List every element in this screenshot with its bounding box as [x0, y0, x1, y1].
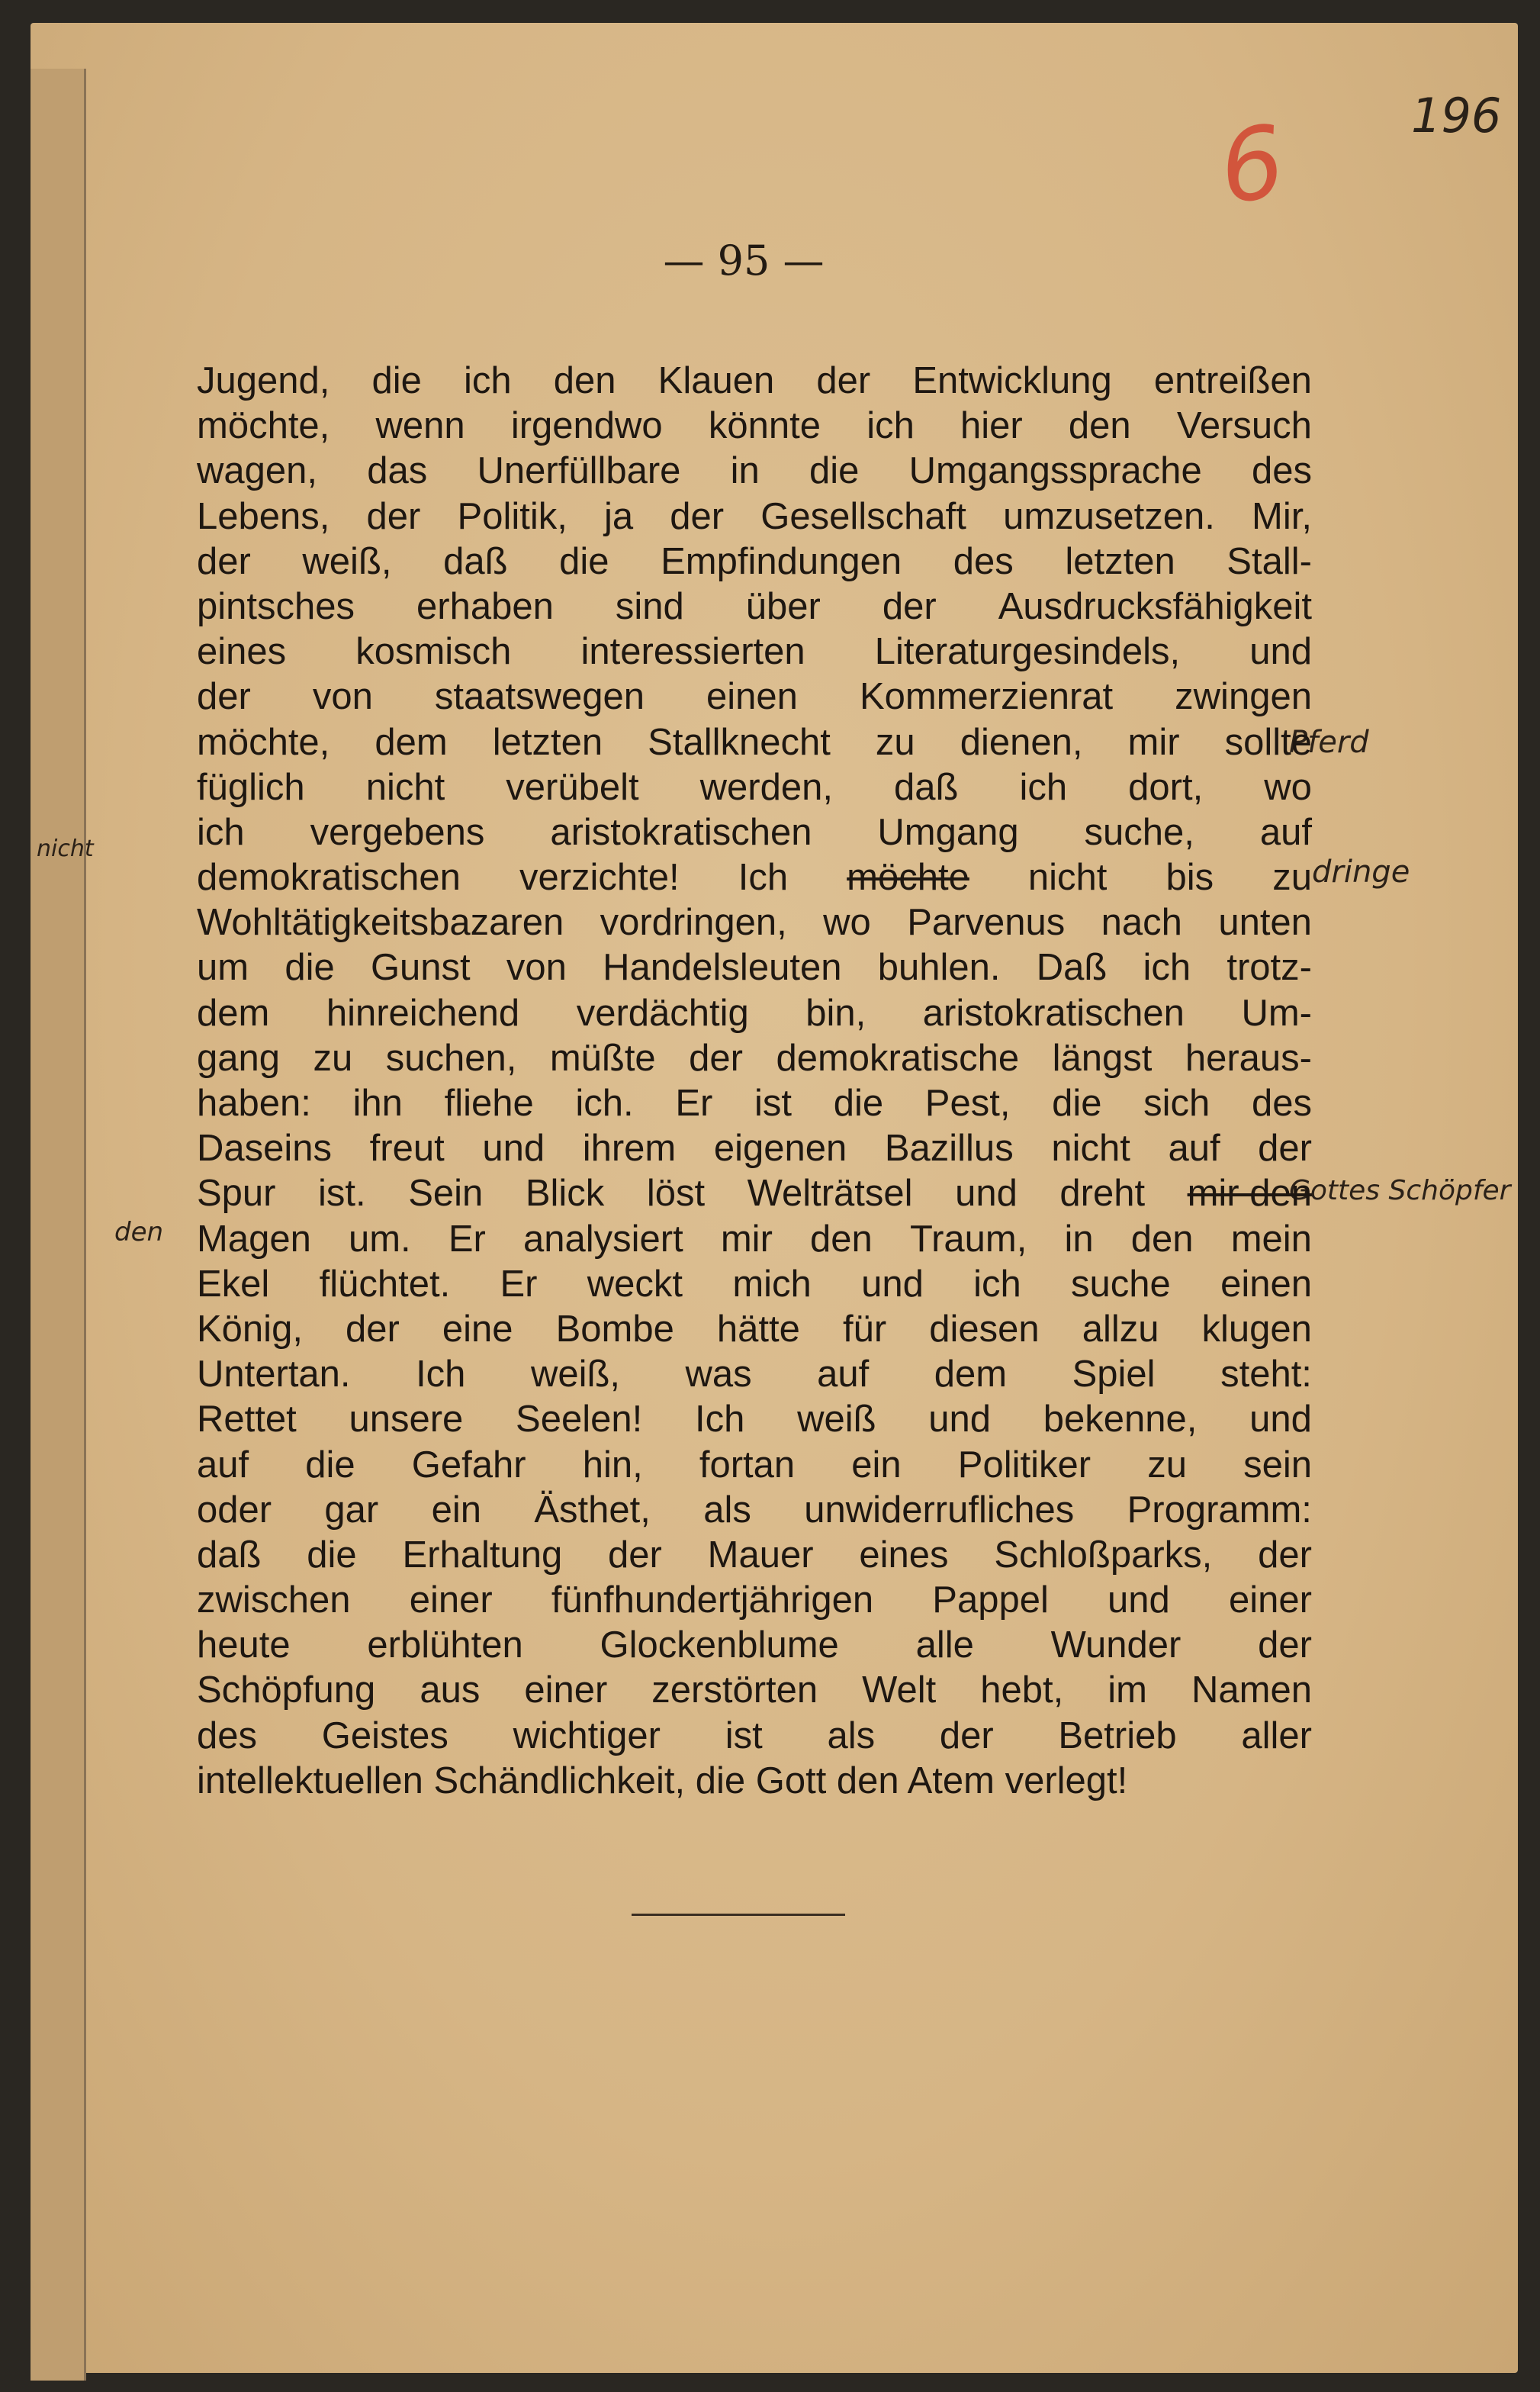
word: Ich [738, 857, 789, 899]
word: Versuch [1176, 405, 1312, 447]
word: Klauen [657, 360, 775, 401]
word: mir [1127, 721, 1180, 763]
word: daß [443, 540, 508, 582]
text-line [197, 584, 1312, 629]
word: Umgangssprache [908, 450, 1202, 492]
word: weckt [587, 1263, 683, 1305]
word: mir den [1187, 1173, 1312, 1215]
binding-edge [31, 69, 86, 2381]
word: im [1108, 1669, 1147, 1711]
word: nicht [365, 766, 445, 808]
text-line [197, 1352, 1312, 1397]
word: Er [448, 1218, 486, 1260]
word: Er [675, 1083, 713, 1124]
word: Pappel [932, 1579, 1049, 1621]
word: intellektuellen Schändlichkeit, die Gott den Atem verlegt! [197, 1759, 1128, 1801]
word: Betrieb [1058, 1714, 1177, 1756]
word: Gefahr [411, 1444, 526, 1486]
margin-note-right-2: dringe [1312, 855, 1410, 890]
word: Gesellschaft [760, 495, 966, 537]
word: und [861, 1263, 924, 1305]
word: des [1251, 1083, 1312, 1124]
text-line [197, 629, 1312, 674]
word: zu [1272, 857, 1312, 899]
word: vergebens [310, 811, 485, 853]
word: steht: [1220, 1354, 1312, 1396]
word: Bazillus [884, 1128, 1014, 1170]
word: wichtiger [513, 1714, 661, 1756]
word: suche [1071, 1263, 1171, 1305]
word: dem [197, 992, 270, 1034]
word: eines [859, 1534, 949, 1576]
text-line [197, 1262, 1312, 1307]
word: das [367, 450, 428, 492]
word: als [703, 1489, 751, 1531]
word: Um- [1241, 992, 1312, 1034]
word: um. [348, 1218, 411, 1260]
word: trotz- [1227, 947, 1312, 989]
word: bin, [805, 992, 866, 1034]
text-line [197, 1171, 1312, 1216]
word: um [197, 947, 249, 989]
word: hier [960, 405, 1023, 447]
text-line [197, 1759, 1312, 1804]
word: ich [464, 360, 512, 401]
word: weiß [797, 1399, 876, 1441]
word: Ich [694, 1399, 745, 1441]
book-page [31, 23, 1518, 2373]
word: unsere [349, 1399, 464, 1441]
word: Wunder [1050, 1624, 1182, 1666]
word: dort, [1128, 766, 1204, 808]
word: erhaben [416, 585, 554, 627]
word: möchte, [197, 721, 330, 763]
word: wo [1264, 766, 1312, 808]
word: zwingen [1175, 676, 1312, 718]
text-line [197, 1668, 1312, 1713]
word: fünfhundertjährigen [551, 1579, 874, 1621]
word: und [1249, 1399, 1312, 1441]
word: was [685, 1354, 752, 1396]
word: Welt [862, 1669, 937, 1711]
word: Schöpfung [197, 1669, 376, 1711]
word: Mauer [707, 1534, 814, 1576]
word: füglich [197, 766, 305, 808]
word: gar [324, 1489, 379, 1531]
word: irgendwo [510, 405, 663, 447]
word: Unerfüllbare [477, 450, 681, 492]
word: Wohltätigkeitsbazaren [197, 902, 564, 944]
word: ich. [575, 1083, 634, 1124]
text-line [197, 404, 1312, 449]
word: zu [875, 721, 915, 763]
word: staatswegen [434, 676, 645, 718]
word: freut [369, 1128, 445, 1170]
word: Sein [408, 1173, 484, 1215]
word: der [608, 1534, 662, 1576]
word: letzten [492, 721, 603, 763]
word: der [882, 585, 937, 627]
word: daß [197, 1534, 262, 1576]
word: ein [851, 1444, 902, 1486]
word: Stall- [1227, 540, 1312, 582]
word: sollte [1224, 721, 1312, 763]
word: einer [1228, 1579, 1312, 1621]
word: allzu [1082, 1308, 1159, 1350]
red-annotation: 6 [1212, 102, 1291, 227]
word: einer [524, 1669, 608, 1711]
word: dienen, [960, 721, 1083, 763]
word: sich [1143, 1083, 1210, 1124]
word: der [816, 360, 871, 401]
word: möchte, [197, 405, 330, 447]
word: Namen [1191, 1669, 1312, 1711]
word: ich [1143, 947, 1191, 989]
word: und [1249, 631, 1312, 673]
word: sein [1243, 1444, 1312, 1486]
word: kosmisch [355, 631, 512, 673]
word: Bombe [555, 1308, 674, 1350]
word: auf [197, 1444, 249, 1486]
word: der [197, 540, 251, 582]
word: Umgang [877, 811, 1019, 853]
word: weiß, [530, 1354, 621, 1396]
word: nicht [1027, 857, 1108, 899]
word: eines [197, 631, 287, 673]
word: Daß [1036, 947, 1108, 989]
word: einen [706, 676, 798, 718]
word: und [1108, 1579, 1170, 1621]
word: des [1251, 450, 1312, 492]
word: mein [1230, 1218, 1312, 1260]
word: Blick [525, 1173, 605, 1215]
word: Magen [197, 1218, 311, 1260]
word: entreißen [1153, 360, 1312, 401]
word: der [1258, 1534, 1312, 1576]
margin-note-right-3: Gottes Schöpfer [1289, 1175, 1511, 1206]
word: heute [197, 1624, 291, 1666]
text-line [197, 765, 1312, 810]
word: weiß, [302, 540, 392, 582]
word: pintsches [197, 585, 355, 627]
word: Welträtsel [747, 1173, 913, 1215]
word: der [1258, 1624, 1312, 1666]
word: nach [1101, 902, 1182, 944]
text-line [197, 359, 1312, 404]
word: aristokratischen [550, 811, 812, 853]
word: heraus- [1185, 1037, 1312, 1079]
body-text [197, 359, 1312, 1804]
word: demokratische [776, 1037, 1020, 1079]
text-line [197, 1217, 1312, 1262]
word: Spiel [1072, 1354, 1156, 1396]
text-line [197, 720, 1312, 765]
text-line [197, 1714, 1312, 1759]
word: der [197, 676, 251, 718]
word: den [553, 360, 616, 401]
word: suche, [1084, 811, 1194, 853]
word: könnte [708, 405, 821, 447]
word: längst [1052, 1037, 1153, 1079]
word: die [833, 1083, 884, 1124]
word: umzusetzen. [1003, 495, 1215, 537]
text-line [197, 1397, 1312, 1442]
text-line [197, 1533, 1312, 1578]
word: einen [1220, 1263, 1312, 1305]
word: als [827, 1714, 876, 1756]
word: Er [500, 1263, 538, 1305]
word: und [482, 1128, 545, 1170]
text-line [197, 449, 1312, 494]
word: unten [1218, 902, 1312, 944]
word: Lebens, [197, 495, 330, 537]
word: ist [725, 1714, 763, 1756]
text-line [197, 1488, 1312, 1533]
word: Politiker [957, 1444, 1092, 1486]
word: Spur [197, 1173, 276, 1215]
word: buhlen. [877, 947, 1001, 989]
text-line [197, 539, 1312, 584]
text-line [197, 674, 1312, 720]
text-line [197, 900, 1312, 945]
word: müßte [549, 1037, 656, 1079]
word: Erhaltung [402, 1534, 563, 1576]
word: auf [1168, 1128, 1220, 1170]
word: die [305, 1444, 355, 1486]
word: von [312, 676, 373, 718]
handwritten-page-number: 196 [1411, 88, 1502, 143]
word: Ausdrucksfähigkeit [998, 585, 1312, 627]
word: einer [409, 1579, 493, 1621]
word: ich [197, 811, 245, 853]
word: König, [197, 1308, 303, 1350]
word: hinreichend [326, 992, 520, 1034]
word: des [197, 1714, 258, 1756]
page-header: — 95 — [663, 237, 825, 285]
text-line [197, 1126, 1312, 1171]
word: Mir, [1252, 495, 1312, 537]
word: der [346, 1308, 400, 1350]
word: zwischen [197, 1579, 351, 1621]
word: dem [934, 1354, 1008, 1396]
word: dreht [1059, 1173, 1146, 1215]
text-line [197, 1623, 1312, 1668]
word: gang [197, 1037, 281, 1079]
word: Ich [416, 1354, 466, 1396]
word: verdächtig [576, 992, 749, 1034]
word: über [745, 585, 821, 627]
word: löst [646, 1173, 706, 1215]
word: Empfindungen [661, 540, 902, 582]
word: Politik, [457, 495, 567, 537]
word: Seelen! [516, 1399, 643, 1441]
word: ein [431, 1489, 481, 1531]
text-line [197, 494, 1312, 539]
word: aristokratischen [922, 992, 1185, 1034]
word: daß [894, 766, 959, 808]
word: Geistes [321, 1714, 448, 1756]
word: in [1064, 1218, 1094, 1260]
word: auf [817, 1354, 870, 1396]
word: demokratischen [197, 857, 461, 899]
word: für [842, 1308, 887, 1350]
word: eigenen [713, 1128, 847, 1170]
word: Programm: [1127, 1489, 1312, 1531]
word: wo [823, 902, 871, 944]
word: bekenne, [1043, 1399, 1198, 1441]
word: oder [197, 1489, 272, 1531]
word: Stallknecht [648, 721, 831, 763]
text-line [197, 1443, 1312, 1488]
word: Ekel [197, 1263, 270, 1305]
word: eine [442, 1308, 513, 1350]
word: den [1130, 1218, 1194, 1260]
word: Literaturgesindels, [874, 631, 1181, 673]
text-line [197, 945, 1312, 990]
word: Gunst [370, 947, 471, 989]
word: wagen, [197, 450, 318, 492]
word: aus [420, 1669, 481, 1711]
word: die [285, 947, 335, 989]
word: Schloßparks, [994, 1534, 1213, 1576]
word: ihn [352, 1083, 403, 1124]
word: die [371, 360, 422, 401]
margin-note-left-1: nicht [37, 835, 94, 862]
text-line [197, 1036, 1312, 1081]
word: des [953, 540, 1014, 582]
word: Ästhet, [534, 1489, 651, 1531]
word: Rettet [197, 1399, 297, 1441]
word: und [955, 1173, 1018, 1215]
word: mir [720, 1218, 773, 1260]
word: sind [615, 585, 684, 627]
word: die [809, 450, 860, 492]
text-line [197, 1081, 1312, 1126]
text-line [197, 855, 1312, 900]
word: ich [866, 405, 915, 447]
word: die [1052, 1083, 1102, 1124]
word: Parvenus [907, 902, 1066, 944]
text-line [197, 810, 1312, 855]
word: unwiderrufliches [804, 1489, 1075, 1531]
word: wenn [375, 405, 465, 447]
word: hin, [582, 1444, 643, 1486]
word: bis [1165, 857, 1214, 899]
text-line [197, 991, 1312, 1036]
word: dem [375, 721, 448, 763]
word: ist. [318, 1173, 366, 1215]
word: mich [732, 1263, 812, 1305]
word: klugen [1201, 1308, 1312, 1350]
word: Handelsleuten [603, 947, 842, 989]
word: verübelt [506, 766, 639, 808]
word: zerstörten [651, 1669, 818, 1711]
word: die [307, 1534, 357, 1576]
word: nicht [1051, 1128, 1130, 1170]
word: Glockenblume [600, 1624, 839, 1666]
word: fliehe [444, 1083, 534, 1124]
word: erblühten [367, 1624, 523, 1666]
word: die [559, 540, 609, 582]
word: und [928, 1399, 992, 1441]
word: der [939, 1714, 994, 1756]
word: der [1258, 1128, 1312, 1170]
word: hätte [716, 1308, 800, 1350]
end-rule [632, 1914, 845, 1916]
word: interessierten [580, 631, 805, 673]
word: alle [915, 1624, 974, 1666]
word: diesen [929, 1308, 1040, 1350]
word: Traum, [909, 1218, 1027, 1260]
word: zu [313, 1037, 353, 1079]
text-line [197, 1578, 1312, 1623]
word: den [1068, 405, 1131, 447]
word: Untertan. [197, 1354, 351, 1396]
word: der [366, 495, 421, 537]
word: ich [973, 1263, 1021, 1305]
word: zu [1147, 1444, 1187, 1486]
word: Pest, [924, 1083, 1011, 1124]
word: flüchtet. [319, 1263, 451, 1305]
margin-note-right-1: Pferd [1289, 725, 1369, 760]
word: fortan [699, 1444, 796, 1486]
word: haben: [197, 1083, 311, 1124]
word: verzichte! [519, 857, 680, 899]
word: der [689, 1037, 743, 1079]
word: den [810, 1218, 873, 1260]
word: Kommerzienrat [859, 676, 1114, 718]
word: in [730, 450, 760, 492]
word: Daseins [197, 1128, 333, 1170]
word: analysiert [522, 1218, 683, 1260]
word: von [506, 947, 567, 989]
word: möchte [847, 857, 969, 899]
text-line [197, 1307, 1312, 1352]
word: ihrem [582, 1128, 677, 1170]
word: werden, [699, 766, 833, 808]
word: Entwicklung [912, 360, 1112, 401]
word: ich [1019, 766, 1068, 808]
word: vordringen, [600, 902, 787, 944]
word: ja [604, 495, 634, 537]
word: suchen, [385, 1037, 517, 1079]
word: hebt, [980, 1669, 1064, 1711]
word: Jugend, [197, 360, 330, 401]
margin-note-left-2: den [114, 1217, 164, 1248]
word: ist [754, 1083, 793, 1124]
word: aller [1241, 1714, 1312, 1756]
word: letzten [1065, 540, 1175, 582]
word: der [670, 495, 725, 537]
word: auf [1259, 811, 1312, 853]
